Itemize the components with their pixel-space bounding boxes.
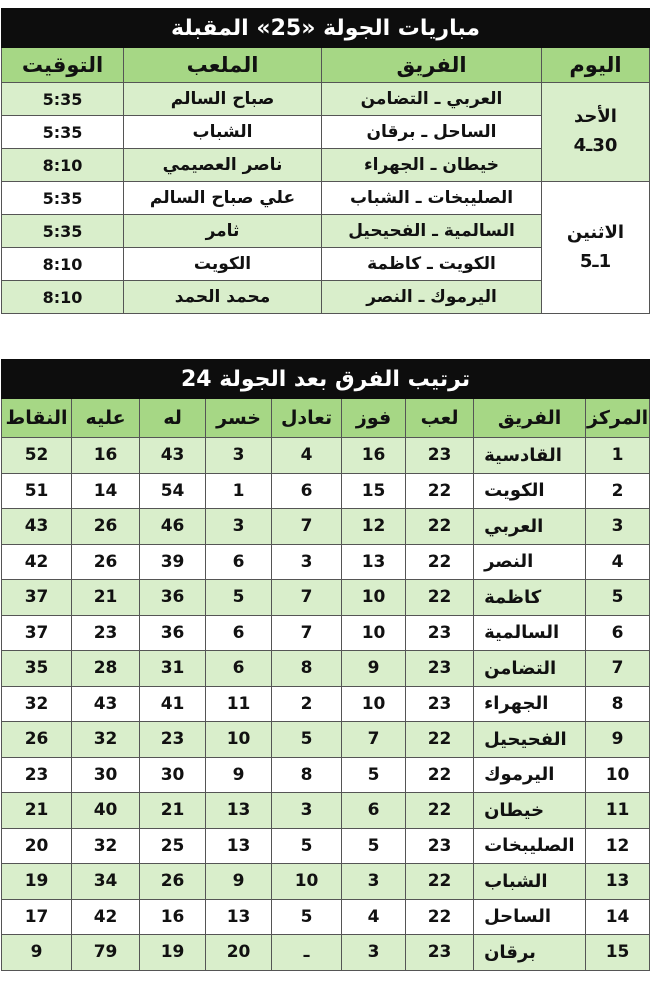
standings-goals-against: 16: [72, 438, 140, 474]
standings-goals-for: 19: [140, 935, 206, 971]
standings-played: 22: [406, 580, 474, 616]
match-time: 8:10: [2, 281, 124, 314]
standings-team: السالمية: [474, 615, 586, 651]
standings-goals-for: 23: [140, 722, 206, 758]
match-stadium: صباح السالم: [124, 83, 322, 116]
standings-team: الصليبخات: [474, 828, 586, 864]
header-teams: الفريق: [322, 48, 542, 83]
standings-goals-for: 36: [140, 580, 206, 616]
standings-won: 7: [342, 722, 406, 758]
standings-goals-against: 34: [72, 864, 140, 900]
table-row: [2, 509, 650, 545]
header-stadium: الملعب: [124, 48, 322, 83]
table-row: [2, 544, 650, 580]
standings-points: 43: [2, 509, 72, 545]
matches-title: مباريات الجولة «25» المقبلة: [2, 9, 650, 48]
header-time: التوقيت: [2, 48, 124, 83]
standings-goals-for: 26: [140, 864, 206, 900]
standings-won: 15: [342, 473, 406, 509]
standings-header-row: [2, 399, 650, 438]
upcoming-matches-body: [2, 9, 650, 314]
standings-title-row: [2, 360, 650, 399]
standings-points: 42: [2, 544, 72, 580]
standings-position: 3: [586, 509, 650, 545]
match-time: 5:35: [2, 83, 124, 116]
standings-drawn: 8: [272, 651, 342, 687]
standings-goals-against: 42: [72, 899, 140, 935]
standings-won: 6: [342, 793, 406, 829]
standings-goals-against: 32: [72, 828, 140, 864]
standings-goals-for: 16: [140, 899, 206, 935]
standings-played: 22: [406, 793, 474, 829]
standings-header-points: النقاط: [2, 399, 72, 438]
standings-team: كاظمة: [474, 580, 586, 616]
standings-goals-against: 23: [72, 615, 140, 651]
standings-lost: 5: [206, 580, 272, 616]
standings-lost: 3: [206, 509, 272, 545]
standings-points: 26: [2, 722, 72, 758]
standings-drawn: 10: [272, 864, 342, 900]
standings-team: خيطان: [474, 793, 586, 829]
standings-points: 37: [2, 615, 72, 651]
standings-header-played: لعب: [406, 399, 474, 438]
table-row: [2, 580, 650, 616]
standings-lost: 6: [206, 615, 272, 651]
standings-position: 6: [586, 615, 650, 651]
standings-header-team: الفريق: [474, 399, 586, 438]
standings-goals-for: 39: [140, 544, 206, 580]
standings-team: التضامن: [474, 651, 586, 687]
standings-points: 17: [2, 899, 72, 935]
standings-lost: 3: [206, 438, 272, 474]
match-time: 8:10: [2, 248, 124, 281]
standings-header-goals-for: له: [140, 399, 206, 438]
standings-goals-for: 30: [140, 757, 206, 793]
standings-position: 14: [586, 899, 650, 935]
standings-position: 13: [586, 864, 650, 900]
standings-goals-against: 40: [72, 793, 140, 829]
match-teams: الصليبخات ـ الشباب: [322, 182, 542, 215]
standings-position: 1: [586, 438, 650, 474]
standings-drawn: 5: [272, 722, 342, 758]
standings-points: 35: [2, 651, 72, 687]
standings-played: 23: [406, 615, 474, 651]
standings-played: 23: [406, 686, 474, 722]
standings-position: 15: [586, 935, 650, 971]
standings-team: العربي: [474, 509, 586, 545]
standings-won: 10: [342, 580, 406, 616]
standings-goals-against: 26: [72, 509, 140, 545]
standings-lost: 13: [206, 793, 272, 829]
table-row: [2, 473, 650, 509]
standings-played: 23: [406, 935, 474, 971]
standings-drawn: 7: [272, 580, 342, 616]
standings-team: اليرموك: [474, 757, 586, 793]
standings-header-position: المركز: [586, 399, 650, 438]
standings-played: 22: [406, 544, 474, 580]
standings-lost: 1: [206, 473, 272, 509]
standings-position: 5: [586, 580, 650, 616]
standings-played: 23: [406, 651, 474, 687]
standings-lost: 6: [206, 651, 272, 687]
standings-won: 5: [342, 757, 406, 793]
standings-drawn: 2: [272, 686, 342, 722]
match-stadium: الكويت: [124, 248, 322, 281]
standings-played: 22: [406, 899, 474, 935]
table-row: [2, 615, 650, 651]
standings-goals-for: 31: [140, 651, 206, 687]
table-row: [2, 722, 650, 758]
standings-header-drawn: تعادل: [272, 399, 342, 438]
standings-drawn: 7: [272, 509, 342, 545]
standings-team: الساحل: [474, 899, 586, 935]
standings-lost: 9: [206, 864, 272, 900]
standings-played: 22: [406, 722, 474, 758]
table-row: [2, 935, 650, 971]
standings-lost: 13: [206, 899, 272, 935]
standings-goals-against: 43: [72, 686, 140, 722]
match-teams: خيطان ـ الجهراء: [322, 149, 542, 182]
match-stadium: الشباب: [124, 116, 322, 149]
standings-won: 10: [342, 615, 406, 651]
standings-won: 13: [342, 544, 406, 580]
standings-lost: 13: [206, 828, 272, 864]
table-row: [2, 686, 650, 722]
standings-points: 52: [2, 438, 72, 474]
standings-header-won: فوز: [342, 399, 406, 438]
match-teams: اليرموك ـ النصر: [322, 281, 542, 314]
standings-points: 21: [2, 793, 72, 829]
match-time: 5:35: [2, 116, 124, 149]
standings-drawn: ـ: [272, 935, 342, 971]
standings-points: 19: [2, 864, 72, 900]
standings-played: 22: [406, 509, 474, 545]
match-stadium: محمد الحمد: [124, 281, 322, 314]
standings-header-goals-against: عليه: [72, 399, 140, 438]
match-day: [542, 83, 650, 182]
standings-points: 20: [2, 828, 72, 864]
table-row: [2, 899, 650, 935]
table-row: [2, 828, 650, 864]
matches-header-row: [2, 48, 650, 83]
match-teams: الكويت ـ كاظمة: [322, 248, 542, 281]
standings-won: 16: [342, 438, 406, 474]
match-stadium: ثامر: [124, 215, 322, 248]
standings-drawn: 3: [272, 544, 342, 580]
standings-points: 23: [2, 757, 72, 793]
standings-drawn: 4: [272, 438, 342, 474]
standings-body: [2, 360, 650, 971]
header-day: اليوم: [542, 48, 650, 83]
standings-position: 12: [586, 828, 650, 864]
standings-drawn: 5: [272, 899, 342, 935]
match-row: [2, 83, 650, 116]
standings-lost: 6: [206, 544, 272, 580]
standings-drawn: 8: [272, 757, 342, 793]
standings-lost: 20: [206, 935, 272, 971]
standings-position: 11: [586, 793, 650, 829]
standings-points: 51: [2, 473, 72, 509]
standings-drawn: 3: [272, 793, 342, 829]
standings-goals-for: 43: [140, 438, 206, 474]
standings-team: الجهراء: [474, 686, 586, 722]
table-row: [2, 793, 650, 829]
standings-lost: 9: [206, 757, 272, 793]
standings-lost: 11: [206, 686, 272, 722]
standings-goals-against: 30: [72, 757, 140, 793]
standings-goals-for: 36: [140, 615, 206, 651]
standings-goals-against: 79: [72, 935, 140, 971]
table-row: [2, 757, 650, 793]
match-stadium: ناصر العصيمي: [124, 149, 322, 182]
match-stadium: علي صباح السالم: [124, 182, 322, 215]
match-day-name: الأحد: [574, 106, 617, 128]
match-teams: السالمية ـ الفحيحيل: [322, 215, 542, 248]
table-row: [2, 864, 650, 900]
standings-position: 9: [586, 722, 650, 758]
standings-team: الفحيحيل: [474, 722, 586, 758]
match-time: 5:35: [2, 215, 124, 248]
standings-table: [1, 359, 650, 971]
upcoming-matches-table: [1, 8, 650, 314]
standings-position: 2: [586, 473, 650, 509]
match-teams: الساحل ـ برقان: [322, 116, 542, 149]
standings-won: 4: [342, 899, 406, 935]
standings-team: النصر: [474, 544, 586, 580]
standings-position: 7: [586, 651, 650, 687]
standings-goals-against: 32: [72, 722, 140, 758]
standings-goals-for: 46: [140, 509, 206, 545]
standings-points: 9: [2, 935, 72, 971]
standings-goals-against: 28: [72, 651, 140, 687]
standings-played: 23: [406, 438, 474, 474]
standings-header-lost: خسر: [206, 399, 272, 438]
match-time: 8:10: [2, 149, 124, 182]
match-day-date: 1ـ5: [579, 250, 612, 272]
standings-goals-for: 54: [140, 473, 206, 509]
standings-won: 3: [342, 935, 406, 971]
standings-played: 22: [406, 864, 474, 900]
standings-team: الشباب: [474, 864, 586, 900]
standings-title: ترتيب الفرق بعد الجولة 24: [2, 360, 650, 399]
standings-won: 12: [342, 509, 406, 545]
standings-won: 10: [342, 686, 406, 722]
match-row: [2, 182, 650, 215]
match-day: [542, 182, 650, 314]
table-row: [2, 438, 650, 474]
standings-played: 23: [406, 828, 474, 864]
standings-drawn: 7: [272, 615, 342, 651]
standings-points: 32: [2, 686, 72, 722]
standings-team: برقان: [474, 935, 586, 971]
standings-won: 5: [342, 828, 406, 864]
standings-team: القادسية: [474, 438, 586, 474]
standings-points: 37: [2, 580, 72, 616]
standings-goals-against: 14: [72, 473, 140, 509]
match-teams: العربي ـ التضامن: [322, 83, 542, 116]
standings-played: 22: [406, 757, 474, 793]
standings-goals-against: 21: [72, 580, 140, 616]
standings-team: الكويت: [474, 473, 586, 509]
standings-won: 9: [342, 651, 406, 687]
match-time: 5:35: [2, 182, 124, 215]
match-day-date: 30ـ4: [573, 135, 618, 156]
standings-drawn: 5: [272, 828, 342, 864]
standings-position: 4: [586, 544, 650, 580]
standings-won: 3: [342, 864, 406, 900]
table-row: [2, 651, 650, 687]
standings-position: 10: [586, 757, 650, 793]
standings-played: 22: [406, 473, 474, 509]
matches-title-row: [2, 9, 650, 48]
standings-goals-for: 25: [140, 828, 206, 864]
standings-goals-against: 26: [72, 544, 140, 580]
standings-drawn: 6: [272, 473, 342, 509]
match-day-name: الاثنين: [566, 221, 625, 243]
standings-goals-for: 21: [140, 793, 206, 829]
standings-position: 8: [586, 686, 650, 722]
standings-lost: 10: [206, 722, 272, 758]
standings-goals-for: 41: [140, 686, 206, 722]
